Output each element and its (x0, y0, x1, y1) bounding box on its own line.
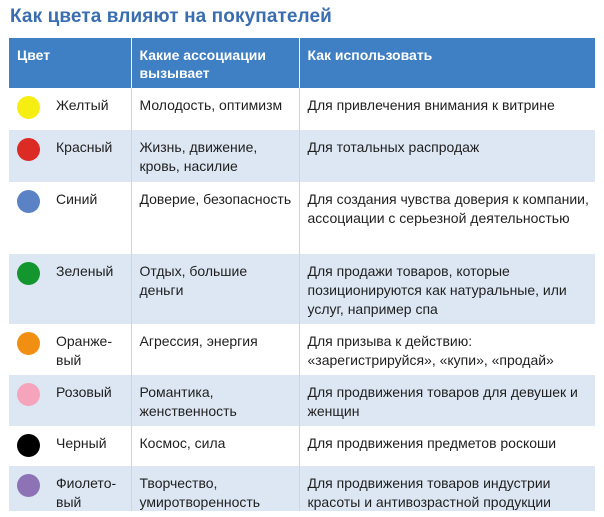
usage-cell: Для продвижения предметов роскоши (299, 426, 595, 466)
associations-cell: Творчество, умиротворенность (131, 466, 299, 517)
associations-cell: Романтика, женственность (131, 375, 299, 426)
header-associations: Какие ассоциации вызывает (131, 38, 299, 88)
table-row (9, 88, 595, 130)
usage-cell: Для привлечения внимания к витрине (299, 88, 595, 130)
color-swatch-pink (17, 383, 40, 406)
associations-cell: Жизнь, движение, кровь, насилие (131, 130, 299, 182)
table-row (9, 466, 595, 517)
color-swatch-red (17, 138, 40, 161)
header-color: Цвет (9, 38, 131, 88)
associations-cell: Космос, сила (131, 426, 299, 466)
associations-cell: Отдых, большие деньги (131, 254, 299, 324)
associations-cell: Агрессия, энергия (131, 324, 299, 375)
table-row (9, 375, 595, 426)
table-row (9, 426, 595, 466)
color-swatch-blue (17, 190, 40, 213)
color-name: Оранже-вый (56, 333, 113, 368)
page-title: Как цвета влияют на покупателей (10, 6, 332, 27)
header-usage: Как использовать (299, 38, 595, 88)
table-header-row (9, 38, 595, 88)
usage-cell: Для тотальных распродаж (299, 130, 595, 182)
table-row (9, 182, 595, 254)
color-name: Синий (56, 191, 98, 207)
table-row (9, 324, 595, 375)
usage-cell: Для продажи товаров, которые позиционируются как натуральные, или услуг, например спа (299, 254, 595, 324)
associations-cell: Молодость, оптимизм (131, 88, 299, 130)
color-swatch-yellow (17, 96, 40, 119)
bottom-edge (0, 511, 604, 517)
color-name: Зеленый (56, 263, 114, 279)
color-swatch-green (17, 262, 40, 285)
table-row (9, 130, 595, 182)
color-name: Желтый (56, 97, 109, 113)
usage-cell: Для призыва к действию: «зарегистрируйся», «купи», «продай» (299, 324, 595, 375)
associations-cell: Доверие, безопасность (131, 182, 299, 254)
color-swatch-orange (17, 332, 40, 355)
color-table (9, 38, 595, 517)
usage-cell: Для продвижения товаров индустрии красоты и антивозрастной продукции (299, 466, 595, 517)
color-swatch-purple (17, 474, 40, 497)
table-row (9, 254, 595, 324)
color-name: Черный (56, 435, 107, 451)
color-name: Фиолето-вый (56, 475, 117, 510)
color-name: Красный (56, 139, 113, 155)
color-name: Розовый (56, 384, 112, 400)
usage-cell: Для создания чувства доверия к компании, ассоциации с серьезной деятельностью (299, 182, 595, 254)
color-swatch-black (17, 434, 40, 457)
usage-cell: Для продвижения товаров для девушек и женщин (299, 375, 595, 426)
